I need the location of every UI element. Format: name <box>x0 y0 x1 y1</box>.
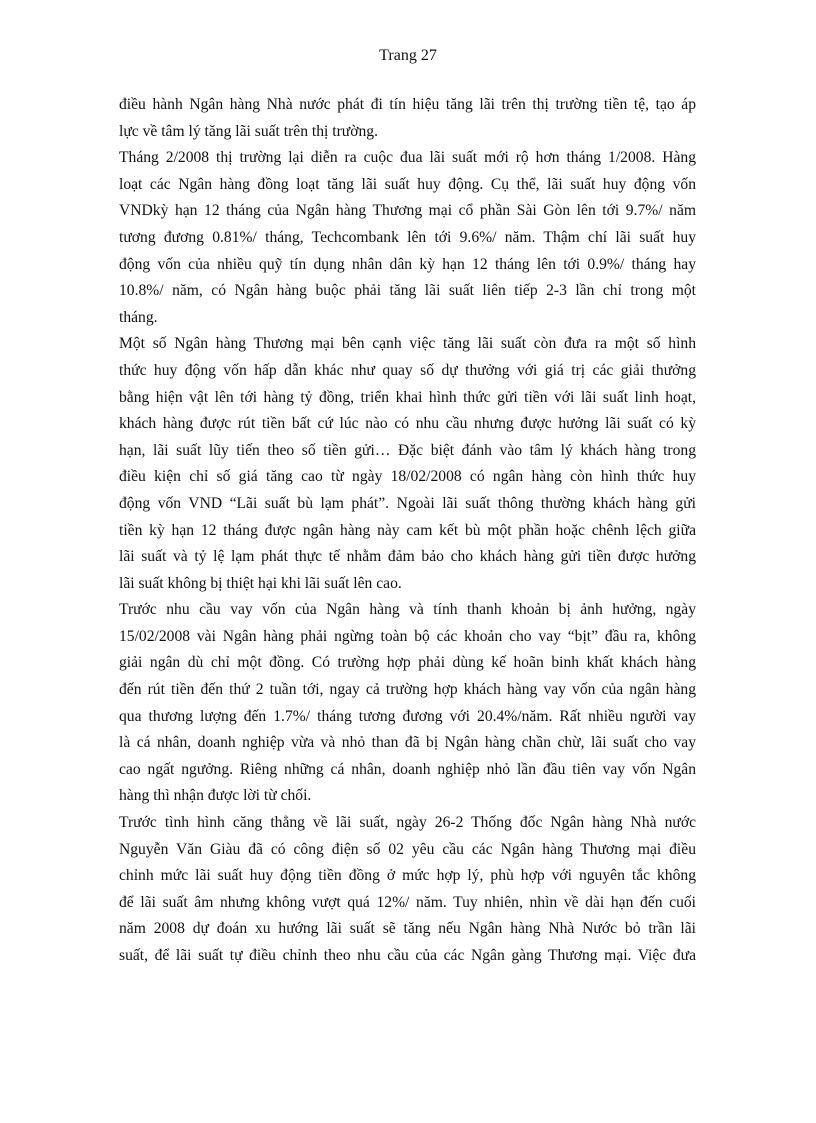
text-line: lãi suất và tỷ lệ lạm phát thực tế nhằm đảm bảo cho khách hàng gửi tiền được hưởng <box>119 548 696 566</box>
paragraph <box>119 92 696 145</box>
text-line: Một số Ngân hàng Thương mại bên cạnh việc tăng lãi suất còn đưa ra một số hình <box>119 335 696 353</box>
text-line: tương đương 0.81%/ tháng, Techcombank lên tới 9.6%/ năm. Thậm chí lãi suất huy <box>119 228 696 246</box>
text-line: động vốn của nhiều quỹ tín dụng nhân dân kỳ hạn 12 tháng lên tới 0.9%/ tháng hay <box>119 255 696 273</box>
text-line: giải ngân dù chỉ một đồng. Có trường hợp phải dùng kế hoãn binh khất khách hàng <box>119 654 696 672</box>
text-line: suất, để lãi suất tự điều chỉnh theo nhu cầu của các Ngân gàng Thương mại. Việc đưa <box>119 947 696 964</box>
text-line: Tháng 2/2008 thị trường lại diễn ra cuộc đua lãi suất mới rộ hơn tháng 1/2008. Hàng <box>119 149 696 167</box>
text-line: điều kiện chỉ số giá tăng cao từ ngày 18/02/2008 có ngân hàng còn hình thức huy <box>119 468 696 486</box>
paragraph <box>119 810 696 970</box>
text-line: 15/02/2008 vài Ngân hàng phải ngừng toàn bộ các khoản cho vay “bịt” đầu ra, không <box>119 627 696 645</box>
text-line: VNDkỳ hạn 12 tháng của Ngân hàng Thương mại cổ phần Sài Gòn lên tới 9.7%/ năm <box>119 202 696 220</box>
text-line: lãi suất không bị thiệt hại khi lãi suất lên cao. <box>119 574 402 592</box>
text-line: qua thương lượng đến 1.7%/ tháng tương đương với 20.4%/năm. Rất nhiều người vay <box>119 707 696 725</box>
paragraph <box>119 597 696 810</box>
text-line: hàng thì nhận được lời từ chối. <box>119 787 312 805</box>
text-line: bằng hiện vật lên tới hàng tỷ đồng, triển khai hình thức gửi tiền với lãi suất linh hoạt, <box>119 388 696 406</box>
text-line: tháng. <box>119 308 158 326</box>
text-line: động vốn VND “Lãi suất bù lạm phát”. Ngoài lãi suất thông thường khách hàng gửi <box>119 494 696 512</box>
text-line: loạt các Ngân hàng đồng loạt tăng lãi suất huy động. Cụ thể, lãi suất huy động vốn <box>119 175 696 193</box>
text-line: cao ngất ngưởng. Riêng những cá nhân, doanh nghiệp nhỏ lần đầu tiên vay vốn Ngân <box>119 760 696 778</box>
text-line: tiền kỳ hạn 12 tháng được ngân hàng này cam kết bù một phần hoặc chênh lệch giữa <box>119 521 696 539</box>
text-line: khách hàng được rút tiền bất cứ lúc nào có nhu cầu nhưng được hưởng lãi suất có kỳ <box>119 415 696 433</box>
document-body <box>119 92 696 970</box>
text-line: Trước nhu cầu vay vốn của Ngân hàng và tính thanh khoản bị ảnh hưởng, ngày <box>119 601 696 619</box>
text-line: để lãi suất âm nhưng không vượt quá 12%/ năm. Tuy nhiên, nhìn về dài hạn đến cuối <box>119 893 696 911</box>
text-line: điều hành Ngân hàng Nhà nước phát đi tín hiệu tăng lãi trên thị trường tiền tệ, tạo áp <box>119 96 696 113</box>
text-line: năm 2008 dự đoán xu hướng lãi suất sẽ tăng nếu Ngân hàng Nhà Nước bỏ trần lãi <box>119 920 696 938</box>
text-line: thức huy động vốn hấp dẫn khác như quay số dự thưởng với giá trị các giải thưởng <box>119 361 696 379</box>
text-line: là cá nhân, doanh nghiệp vừa và nhỏ than đã bị Ngân hàng chần chừ, lãi suất cho vay <box>119 734 696 752</box>
text-line: 10.8%/ năm, có Ngân hàng buộc phải tăng lãi suất liên tiếp 2-3 lần chỉ trong một <box>119 282 696 300</box>
text-line: lực về tâm lý tăng lãi suất trên thị trường. <box>119 122 378 140</box>
paragraph <box>119 145 696 331</box>
text-line: Trước tình hình căng thẳng về lãi suất, ngày 26-2 Thống đốc Ngân hàng Nhà nước <box>119 814 696 832</box>
paragraph <box>119 331 696 597</box>
text-line: đến rút tiền đến thứ 2 tuần tới, ngay cả trường hợp khách hàng vay vốn của ngân hàng <box>119 681 696 699</box>
page-number-header: Trang 27 <box>379 47 437 64</box>
text-line: hạn, lãi suất lũy tiến theo số tiền gửi… Đặc biệt đánh vào tâm lý khách hàng trong <box>119 441 696 459</box>
text-line: Nguyễn Văn Giàu đã có công điện số 02 yêu cầu các Ngân hàng Thương mại điều <box>119 840 696 858</box>
text-line: chỉnh mức lãi suất huy động tiền đồng ở mức hợp lý, phù hợp với nguyên tắc không <box>119 867 696 885</box>
